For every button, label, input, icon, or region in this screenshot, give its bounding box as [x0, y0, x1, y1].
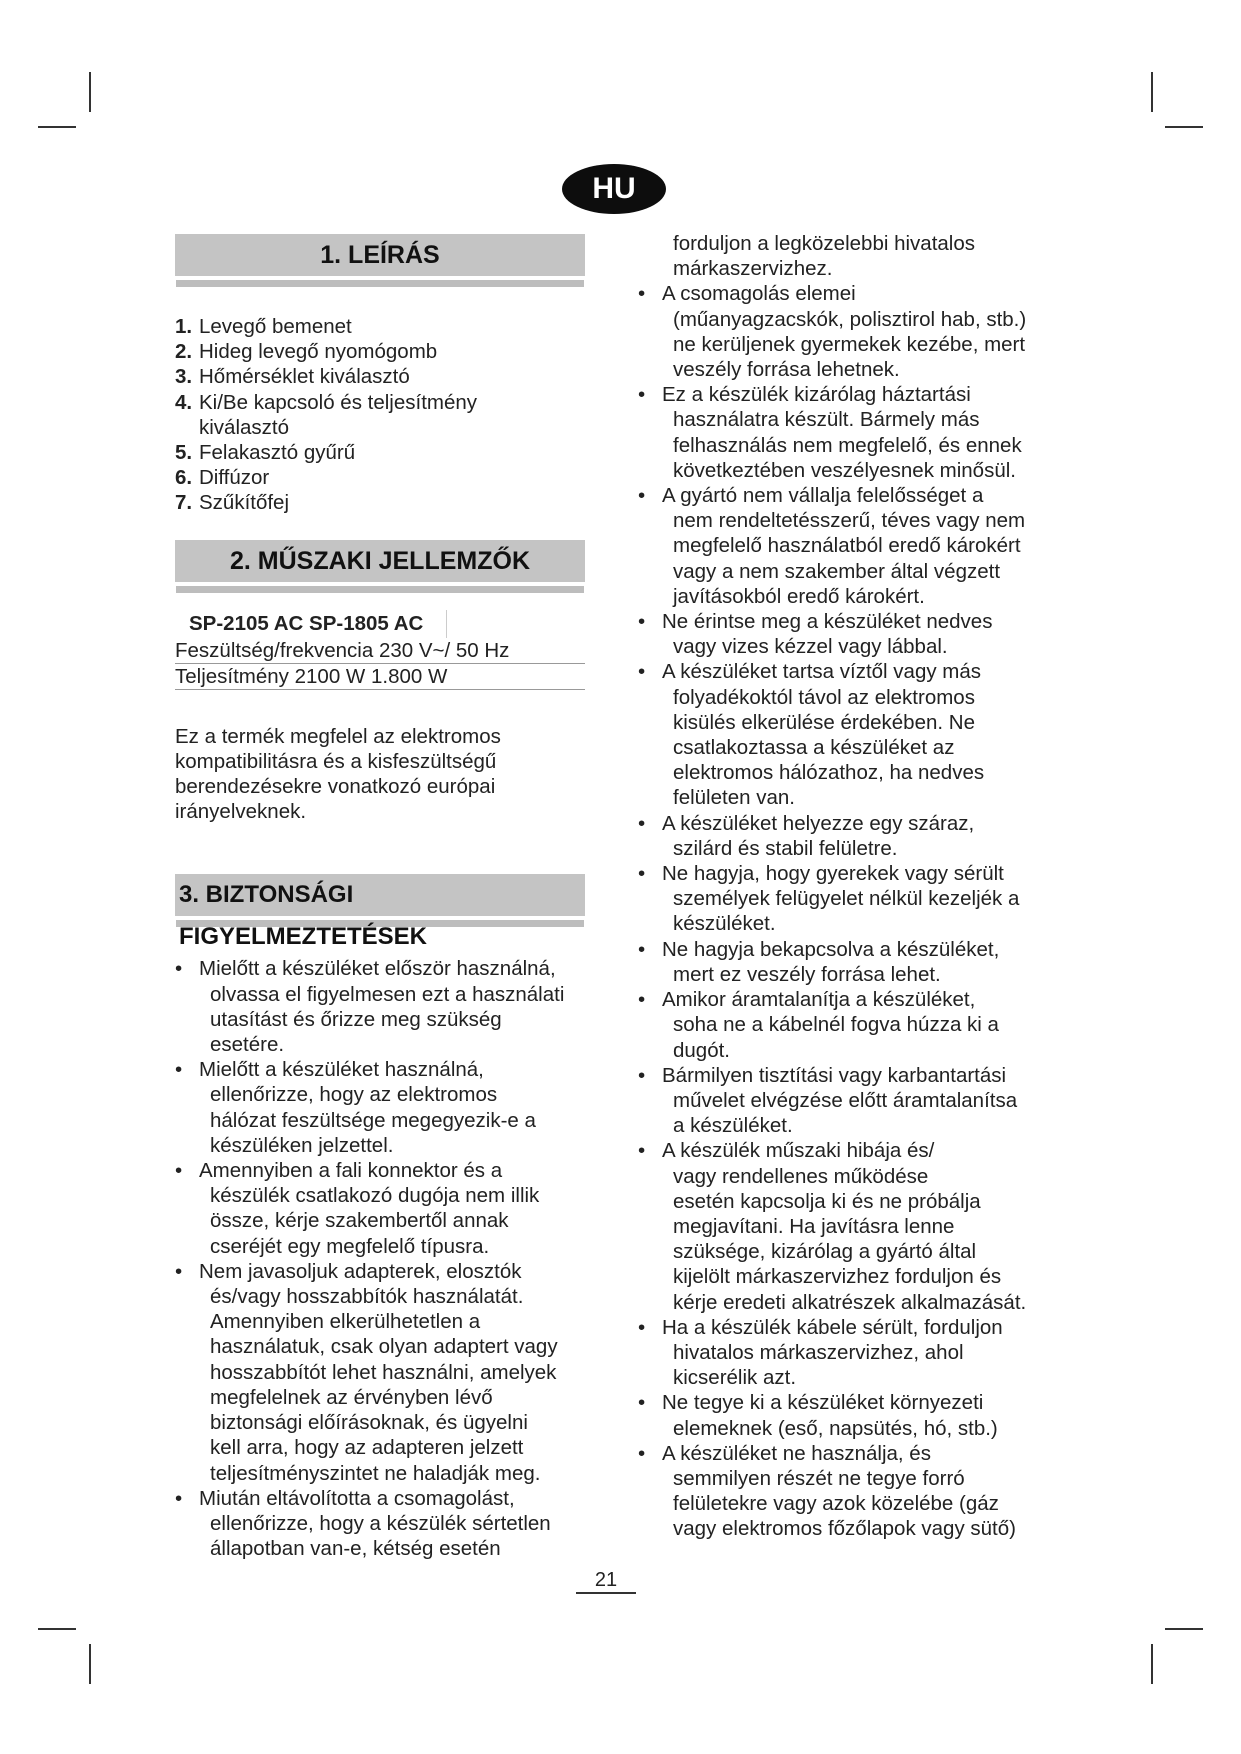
bullet-icon: •	[175, 1259, 183, 1283]
safety-item	[638, 1063, 1038, 1139]
item-text-line: Levegő bemenet	[199, 315, 352, 338]
compliance-line: berendezésekre vonatkozó európai	[175, 775, 496, 799]
safety-item	[638, 1441, 1038, 1542]
safety-item-line: csatlakoztassa a készüléket az	[673, 736, 955, 760]
safety-item-line: Ne hagyja bekapcsolva a készüléket,	[662, 937, 1000, 961]
crop-mark	[38, 1628, 76, 1630]
compliance-line: Ez a termék megfelel az elektromos	[175, 724, 501, 748]
safety-item-line: Ne hagyja, hogy gyerekek vagy sérült	[662, 862, 1004, 886]
safety-item-line: a készüléket.	[673, 1114, 793, 1138]
safety-item-line: Nem javasoljuk adapterek, elosztók	[199, 1259, 522, 1283]
safety-item-line: Ne érintse meg a készüléket nedves	[662, 610, 993, 634]
safety-item	[638, 382, 1038, 483]
safety-item-line: Bármilyen tisztítási vagy karbantartási	[662, 1063, 1007, 1087]
safety-item-line: vagy a nem szakember által végzett	[673, 559, 1001, 583]
safety-item-line: készüléket.	[673, 912, 776, 936]
safety-item-line: (műanyagzacskók, polisztirol hab, stb.)	[673, 307, 1027, 331]
bullet-icon: •	[638, 1391, 646, 1415]
item-text	[199, 390, 477, 440]
safety-item-line: Ne tegye ki a készüléket környezeti	[662, 1391, 984, 1415]
bullet-icon: •	[638, 937, 646, 961]
safety-item	[175, 1486, 585, 1562]
spec-row: Feszültség/frekvencia 230 V~/ 50 Hz	[175, 638, 585, 664]
item-number: 3.	[175, 365, 193, 389]
safety-item-line: megfelelnek az érvényben lévő	[210, 1385, 493, 1409]
compliance-line: kompatibilitásra és a kisfeszültségű	[175, 749, 497, 773]
item-text	[199, 490, 289, 515]
item-number: 1.	[175, 315, 193, 338]
safety-item	[175, 1057, 585, 1158]
item-text-line: Szűkítőfej	[199, 491, 290, 515]
safety-item-line: Ha a készülék kábele sérült, forduljon	[662, 1315, 1003, 1339]
safety-item-line: cseréjét egy megfelelő típusra.	[210, 1234, 490, 1258]
crop-mark	[89, 72, 91, 112]
safety-item-line: vagy vizes kézzel vagy lábbal.	[673, 635, 948, 659]
item-number: 5.	[175, 441, 193, 465]
bullet-icon: •	[638, 383, 646, 407]
safety-item-line: A készüléket helyezze egy száraz,	[662, 811, 975, 835]
safety-item-line: vagy rendellenes működése	[673, 1164, 929, 1188]
safety-item-line: felületekre vagy azok közelébe (gáz	[673, 1492, 999, 1516]
bullet-icon: •	[638, 660, 646, 684]
safety-item-line: teljesítményszintet ne haladják meg.	[210, 1461, 541, 1485]
bullet-icon: •	[638, 1139, 646, 1163]
safety-item-line: megjavítani. Ha javításra lenne	[673, 1214, 955, 1238]
safety-item-line: ellenőrizze, hogy az elektromos	[210, 1083, 498, 1107]
safety-item-line: ne kerüljenek gyermekek kezébe, mert	[673, 332, 1026, 356]
safety-item-line: használatra készült. Bármely más	[673, 408, 980, 432]
bullet-icon: •	[175, 1159, 183, 1183]
parts-list-item	[175, 440, 585, 465]
bullet-icon: •	[638, 610, 646, 634]
safety-item-line: hosszabbítót lehet használni, amelyek	[210, 1360, 557, 1384]
safety-item	[638, 937, 1038, 987]
bullet-icon: •	[638, 862, 646, 886]
safety-item-line: A készüléket tartsa víztől vagy más	[662, 660, 982, 684]
safety-item-line: javításokból eredő károkért.	[673, 584, 925, 608]
safety-item-line: semmilyen részét ne tegye forró	[673, 1466, 965, 1490]
parts-list-item	[175, 390, 585, 440]
safety-item-line: kell arra, hogy az adapteren jelzett	[210, 1436, 524, 1460]
page-number: 21	[576, 1568, 636, 1594]
safety-item	[638, 1138, 1038, 1314]
bullet-icon: •	[638, 484, 646, 508]
safety-item	[638, 1315, 1038, 1391]
safety-list-left	[175, 956, 585, 1561]
safety-item-line: készülék csatlakozó dugója nem illik	[210, 1184, 540, 1208]
safety-item-line: soha ne a kábelnél fogva húzza ki a	[673, 1013, 999, 1037]
safety-item-line: utasítást és őrizze meg szükség	[210, 1007, 502, 1031]
safety-item-line: A csomagolás elemei	[662, 282, 856, 306]
safety-item	[638, 987, 1038, 1063]
safety-item-line: hivatalos márkaszervizhez, ahol	[673, 1340, 964, 1364]
safety-item-line: A készülék műszaki hibája és/	[662, 1139, 935, 1163]
parts-list-item	[175, 339, 585, 364]
parts-list-item	[175, 465, 585, 490]
item-number: 2.	[175, 340, 193, 364]
safety-item-line: kijelölt márkaszervizhez forduljon és	[673, 1265, 1002, 1289]
section-3-heading: 3. BIZTONSÁGI FIGYELMEZTETÉSEK	[175, 874, 585, 920]
safety-item-line: elektromos hálózathoz, ha nedves	[673, 761, 985, 785]
item-text-line: Diffúzor	[199, 466, 270, 490]
bullet-icon: •	[638, 1063, 646, 1087]
safety-item	[175, 1158, 585, 1259]
crop-mark	[89, 1644, 91, 1684]
safety-item-line: Miután eltávolította a csomagolást,	[199, 1486, 515, 1510]
bullet-icon: •	[175, 957, 183, 981]
item-text	[199, 314, 352, 339]
safety-item-line: Mielőtt a készüléket először használná,	[199, 957, 556, 981]
item-text-line: kiválasztó	[199, 415, 290, 439]
safety-item	[638, 609, 1038, 659]
continuation-text	[638, 231, 1038, 281]
parts-list	[175, 314, 585, 516]
safety-item-line: készüléken jelzettel.	[210, 1133, 394, 1157]
compliance-text	[175, 724, 585, 825]
bullet-icon: •	[175, 1058, 183, 1082]
spec-models: SP-2105 AC SP-1805 AC	[175, 610, 447, 638]
safety-item-line: dugót.	[673, 1038, 730, 1062]
safety-item-line: kisülés elkerülése érdekében. Ne	[673, 710, 975, 734]
safety-list-right	[638, 281, 1038, 1541]
safety-item-line: kicserélik azt.	[673, 1366, 797, 1390]
safety-item-line: használatuk, csak olyan adaptert vagy	[210, 1335, 558, 1359]
safety-item-line: Amennyiben elkerülhetetlen a	[210, 1310, 481, 1334]
section-2-heading: 2. MŰSZAKI JELLEMZŐK	[175, 540, 585, 586]
safety-item-line: ellenőrizze, hogy a készülék sértetlen	[210, 1511, 551, 1535]
safety-item-line: kérje eredeti alkatrészek alkalmazását.	[673, 1290, 1027, 1314]
safety-item-line: Amikor áramtalanítja a készüléket,	[662, 988, 976, 1012]
safety-item-line: felületen van.	[673, 786, 795, 810]
safety-item	[638, 811, 1038, 861]
safety-item-line: és/vagy hosszabbítók használatát.	[210, 1285, 524, 1309]
crop-mark	[38, 126, 76, 128]
continuation-line: forduljon a legközelebbi hivatalos	[673, 232, 976, 255]
safety-item-line: olvassa el figyelmesen ezt a használati	[210, 982, 565, 1006]
crop-mark	[1151, 1644, 1153, 1684]
item-text-line: Felakasztó gyűrű	[199, 441, 356, 465]
parts-list-item	[175, 364, 585, 389]
continuation-line: márkaszervizhez.	[673, 257, 833, 281]
safety-item-line: szilárd és stabil felületre.	[673, 836, 898, 860]
safety-item	[638, 281, 1038, 382]
safety-item	[638, 1390, 1038, 1440]
safety-item-line: vagy elektromos főzőlapok vagy sütő)	[673, 1517, 1016, 1541]
bullet-icon: •	[638, 1441, 646, 1465]
safety-item-line: elemeknek (eső, napsütés, hó, stb.)	[673, 1416, 998, 1440]
safety-item	[175, 956, 585, 1057]
safety-item-line: következtében veszélyesnek minősül.	[673, 458, 1016, 482]
item-text	[199, 465, 269, 490]
safety-item-line: folyadékoktól távol az elektromos	[673, 685, 975, 709]
item-text	[199, 364, 410, 389]
safety-item-line: A gyártó nem vállalja felelősséget a	[662, 484, 984, 508]
safety-item-line: megfelelő használatból eredő károkért	[673, 534, 1021, 558]
safety-item-line: mert ez veszély forrása lehet.	[673, 962, 941, 986]
safety-item-line: állapotban van-e, kétség esetén	[210, 1537, 501, 1561]
safety-item-line: esetére.	[210, 1033, 285, 1057]
safety-item-line: művelet elvégzése előtt áramtalanítsa	[673, 1088, 1018, 1112]
crop-mark	[1165, 126, 1203, 128]
parts-list-item	[175, 490, 585, 515]
item-text-line: Ki/Be kapcsoló és teljesítmény	[199, 390, 478, 414]
safety-item-line: nem rendeltetésszerű, téves vagy nem	[673, 509, 1026, 533]
spec-table	[175, 610, 585, 690]
item-number: 7.	[175, 491, 193, 515]
safety-item-line: A készüléket ne használja, és	[662, 1441, 931, 1465]
safety-item-line: Ez a készülék kizárólag háztartási	[662, 383, 971, 407]
safety-item-line: esetén kapcsolja ki és ne próbálja	[673, 1189, 981, 1213]
crop-mark	[1151, 72, 1153, 112]
left-column	[175, 234, 585, 1561]
crop-mark	[1165, 1628, 1203, 1630]
item-text	[199, 339, 437, 364]
bullet-icon: •	[638, 1315, 646, 1339]
safety-item-line: személyek felügyelet nélkül kezeljék a	[673, 887, 1020, 911]
safety-item	[638, 861, 1038, 937]
item-number: 4.	[175, 390, 193, 414]
spec-row: Teljesítmény 2100 W 1.800 W	[175, 664, 585, 690]
safety-item-line: hálózat feszültsége megegyezik-e a	[210, 1108, 536, 1132]
safety-item	[638, 659, 1038, 810]
safety-item-line: Amennyiben a fali konnektor és a	[199, 1159, 503, 1183]
compliance-line: irányelveknek.	[175, 800, 307, 824]
bullet-icon: •	[638, 988, 646, 1012]
safety-item	[175, 1259, 585, 1486]
safety-item-line: össze, kérje szakembertől annak	[210, 1209, 509, 1233]
bullet-icon: •	[638, 811, 646, 835]
item-text-line: Hideg levegő nyomógomb	[199, 340, 438, 364]
language-badge: HU	[562, 164, 666, 214]
item-text	[199, 440, 355, 465]
safety-item-line: felhasználás nem megfelelő, és ennek	[673, 433, 1022, 457]
safety-item-line: Mielőtt a készüléket használná,	[199, 1058, 484, 1082]
right-column	[638, 231, 1038, 1542]
item-number: 6.	[175, 466, 193, 490]
bullet-icon: •	[638, 282, 646, 306]
item-text-line: Hőmérséklet kiválasztó	[199, 365, 410, 389]
parts-list-item	[175, 314, 585, 339]
safety-item-line: veszély forrása lehetnek.	[673, 358, 900, 382]
safety-item	[638, 483, 1038, 609]
safety-item-line: szüksége, kizárólag a gyártó által	[673, 1240, 977, 1264]
bullet-icon: •	[175, 1486, 183, 1510]
safety-item-line: biztonsági előírásoknak, és ügyelni	[210, 1411, 528, 1435]
section-1-heading: 1. LEÍRÁS	[175, 234, 585, 280]
